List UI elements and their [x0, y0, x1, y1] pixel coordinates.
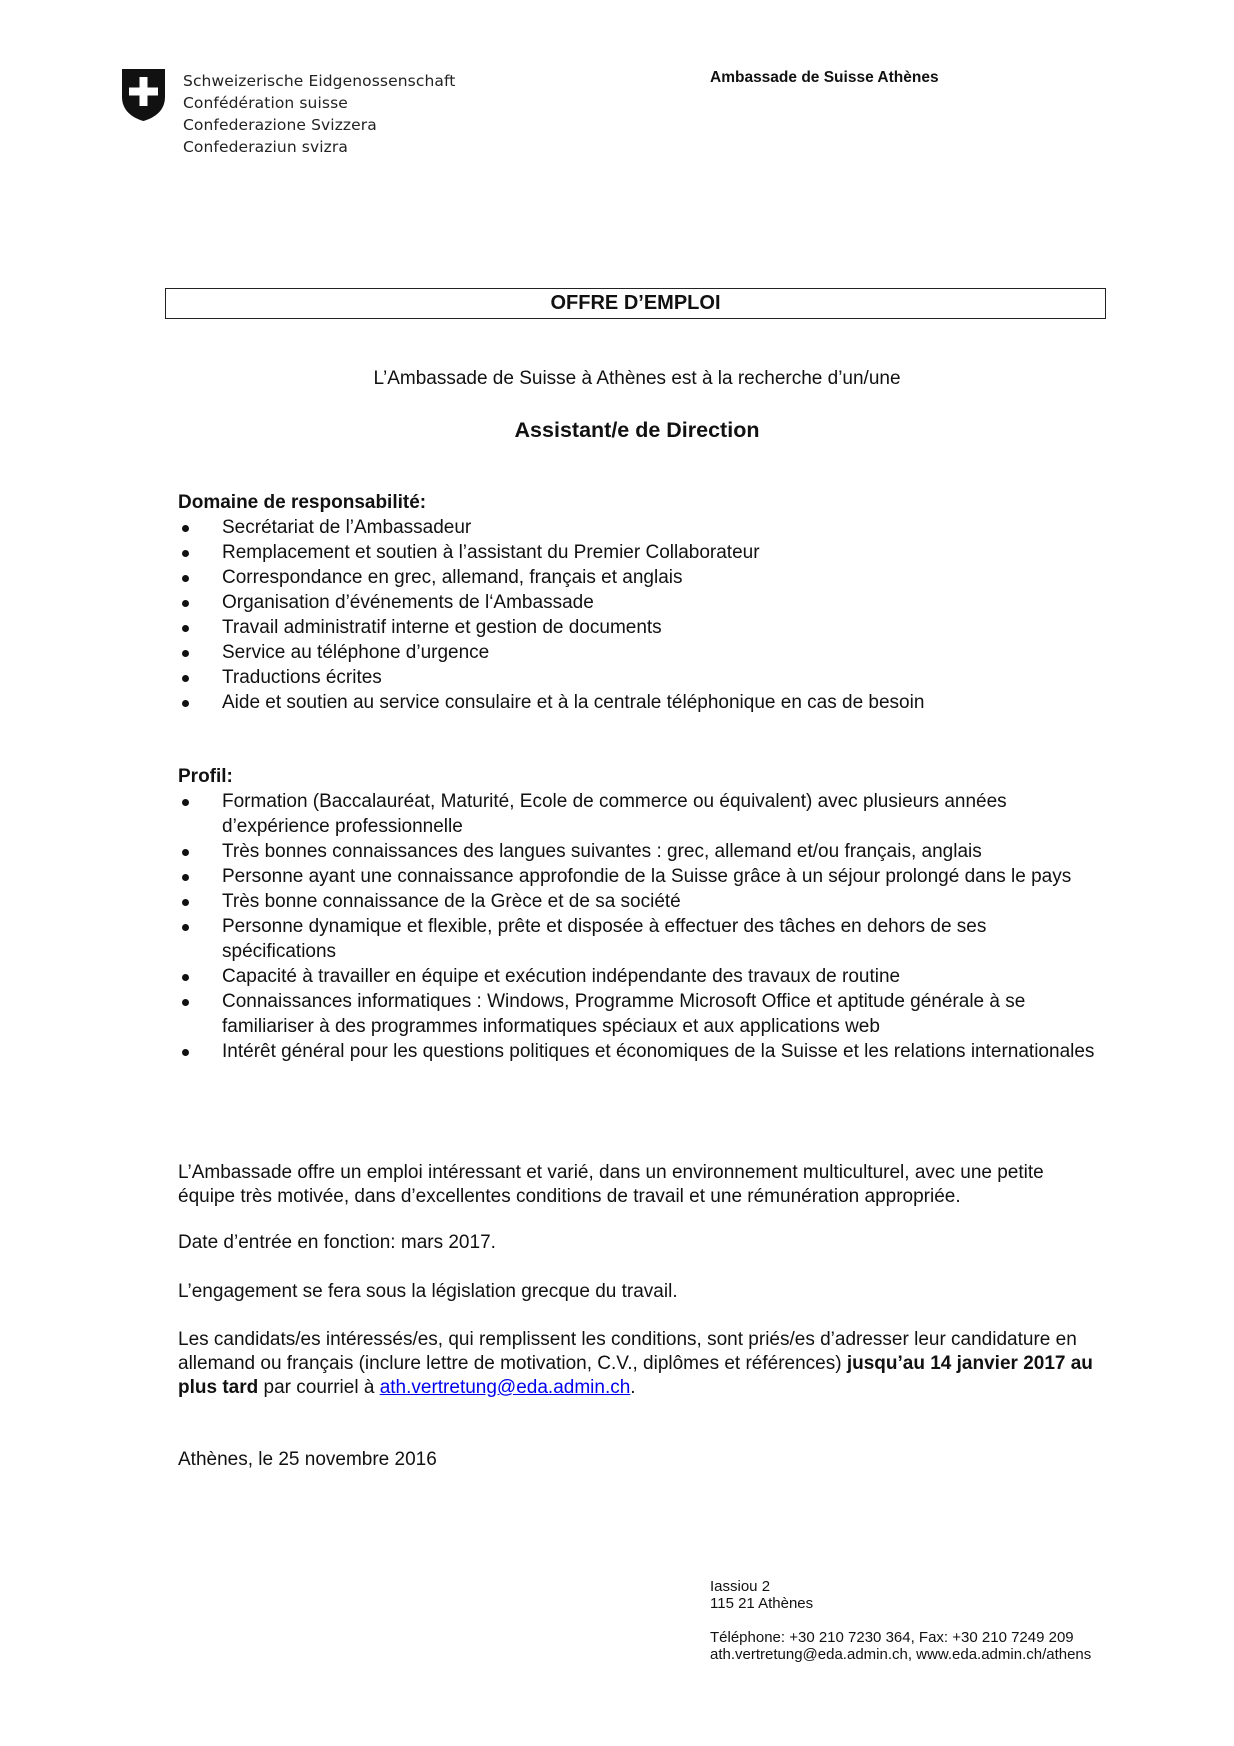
- bullet-icon: [182, 799, 189, 806]
- list-item: [178, 914, 1098, 964]
- list-item-text: Aide et soutien au service consulaire et à la centrale téléphonique en cas de besoin: [222, 692, 925, 713]
- bullet-icon: [182, 849, 189, 856]
- list-item-text: Formation (Baccalauréat, Maturité, Ecole de commerce ou équivalent) avec plusieurs années d’expérience professionnelle: [222, 791, 1007, 837]
- list-item: [178, 889, 1098, 914]
- application-text: Les candidats/es intéressés/es, qui remplissent les conditions, sont priés/es d’adresser leur candidature en allemand ou français (inclure lettre de motivation, C.V., diplômes et références): [178, 1329, 1077, 1374]
- federal-name-de: Schweizerische Eidgenossenschaft: [183, 72, 456, 90]
- list-item-text: Connaissances informatiques : Windows, Programme Microsoft Office et aptitude générale à se familiariser à des programmes informatiques spéciaux et aux applications web: [222, 991, 1026, 1037]
- swiss-cross-shield-icon: [120, 67, 167, 123]
- list-item: [178, 665, 1098, 690]
- application-paragraph: [178, 1328, 1098, 1400]
- place-date: Athènes, le 25 novembre 2016: [178, 1449, 437, 1470]
- list-item-text: Intérêt général pour les questions politiques et économiques de la Suisse et les relations internationales: [222, 1041, 1095, 1062]
- application-email-link[interactable]: ath.vertretung@eda.admin.ch: [379, 1377, 631, 1398]
- list-item-text: Organisation d’événements de l‘Ambassade: [222, 592, 594, 613]
- bullet-icon: [182, 924, 189, 931]
- offer-paragraph: L’Ambassade offre un emploi intéressant et varié, dans un environnement multiculturel, avec une petite équipe très motivée, dans d’excellentes conditions de travail et une rémunération appropriée.: [178, 1162, 1044, 1207]
- list-item-text: Correspondance en grec, allemand, français et anglais: [222, 567, 683, 588]
- federal-name-block: [183, 70, 455, 158]
- bullet-icon: [182, 1049, 189, 1056]
- bullet-icon: [182, 600, 189, 607]
- document-title: OFFRE D’EMPLOI: [165, 288, 1106, 319]
- list-item: [178, 964, 1098, 989]
- bullet-icon: [182, 650, 189, 657]
- federal-name-it: Confederazione Svizzera: [183, 116, 377, 134]
- footer-contact: ath.vertretung@eda.admin.ch, www.eda.admin.ch/athens: [710, 1646, 1092, 1663]
- embassy-name: Ambassade de Suisse Athènes: [710, 69, 939, 86]
- list-item: [178, 690, 1098, 715]
- bullet-icon: [182, 525, 189, 532]
- responsibilities-heading: Domaine de responsabilité:: [178, 492, 427, 513]
- list-item: [178, 789, 1098, 839]
- list-item: [178, 565, 1098, 590]
- list-item: [178, 515, 1098, 540]
- start-date-paragraph: Date d’entrée en fonction: mars 2017.: [178, 1232, 496, 1253]
- bullet-icon: [182, 999, 189, 1006]
- bullet-icon: [182, 625, 189, 632]
- responsibilities-section: [178, 490, 1098, 715]
- list-item-text: Service au téléphone d’urgence: [222, 642, 490, 663]
- bullet-icon: [182, 974, 189, 981]
- footer-phone-fax: Téléphone: +30 210 7230 364, Fax: +30 210 7249 209: [710, 1629, 1074, 1646]
- position-title: Assistant/e de Direction: [514, 418, 760, 442]
- list-item: [178, 640, 1098, 665]
- list-item: [178, 590, 1098, 615]
- bullet-icon: [182, 700, 189, 707]
- intro-text: L’Ambassade de Suisse à Athènes est à la recherche d’un/une: [373, 368, 901, 389]
- list-item: [178, 615, 1098, 640]
- list-item-text: Très bonne connaissance de la Grèce et de sa société: [222, 891, 681, 912]
- list-item: [178, 1039, 1098, 1064]
- profile-list: [178, 789, 1098, 1064]
- bullet-icon: [182, 899, 189, 906]
- list-item: [178, 989, 1098, 1039]
- bullet-icon: [182, 675, 189, 682]
- application-end: .: [630, 1377, 636, 1398]
- bullet-icon: [182, 575, 189, 582]
- list-item-text: Personne ayant une connaissance approfondie de la Suisse grâce à un séjour prolongé dans le pays: [222, 866, 1072, 887]
- list-item-text: Très bonnes connaissances des langues suivantes : grec, allemand et/ou français, anglais: [222, 841, 982, 862]
- list-item: [178, 839, 1098, 864]
- application-by-mail: par courriel à: [263, 1377, 375, 1398]
- application-deadline: jusqu’au 14 janvier 2017 au plus tard: [178, 1353, 1093, 1398]
- list-item: [178, 864, 1098, 889]
- bullet-icon: [182, 874, 189, 881]
- footer-city: 115 21 Athènes: [710, 1595, 814, 1612]
- list-item-text: Secrétariat de l’Ambassadeur: [222, 517, 472, 538]
- list-item-text: Personne dynamique et flexible, prête et disposée à effectuer des tâches en dehors de ses spécifications: [222, 916, 987, 962]
- responsibilities-list: [178, 515, 1098, 715]
- list-item-text: Traductions écrites: [222, 667, 382, 688]
- list-item-text: Travail administratif interne et gestion de documents: [222, 617, 662, 638]
- bullet-icon: [182, 550, 189, 557]
- list-item-text: Remplacement et soutien à l’assistant du Premier Collaborateur: [222, 542, 760, 563]
- footer-street: Iassiou 2: [710, 1578, 771, 1595]
- profile-heading: Profil:: [178, 766, 233, 787]
- federal-name-fr: Confédération suisse: [183, 94, 348, 112]
- federal-name-rm: Confederaziun svizra: [183, 138, 348, 156]
- footer-address: [710, 1578, 1091, 1663]
- profile-section: [178, 764, 1098, 1064]
- list-item: [178, 540, 1098, 565]
- legislation-paragraph: L’engagement se fera sous la législation grecque du travail.: [178, 1281, 678, 1302]
- list-item-text: Capacité à travailler en équipe et exécution indépendante des travaux de routine: [222, 966, 901, 987]
